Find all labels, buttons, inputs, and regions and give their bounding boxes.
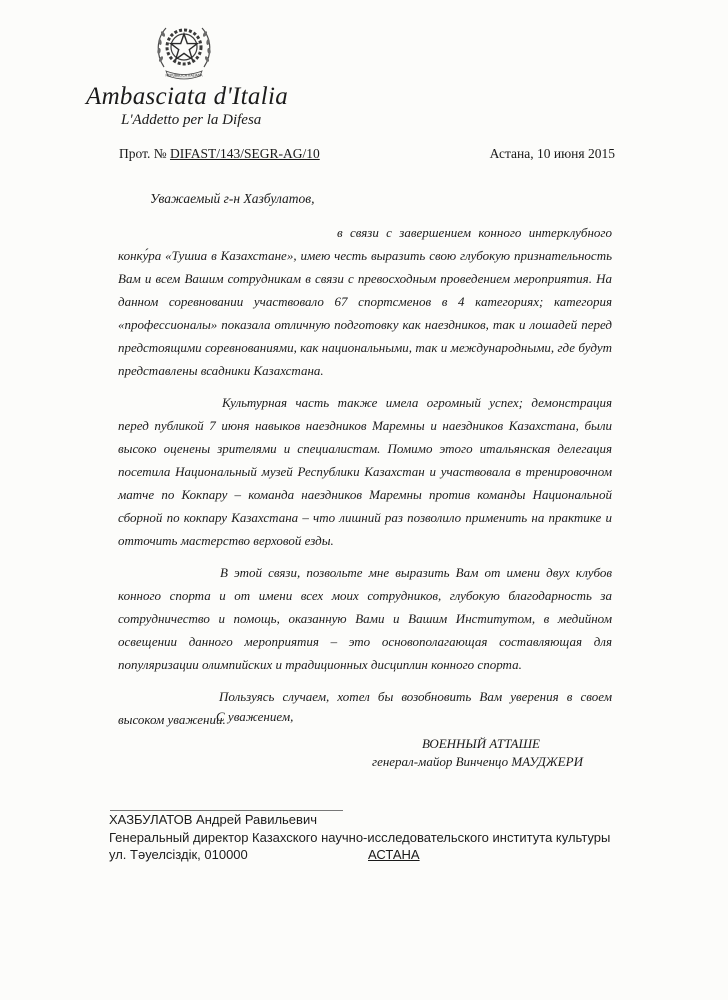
divider <box>110 810 343 811</box>
addressee-position: Генеральный директор Казахского научно-исследовательского института культуры <box>109 830 611 845</box>
signature-title: ВОЕННЫЙ АТТАШЕ <box>422 736 540 751</box>
embassy-title: Ambasciata d'Italia <box>86 83 289 110</box>
paragraph: в связи с завершением конного интерклубного конку́ра «Тушиа в Казахстане», имею честь выразить свою глубокую признательность Вам и всем Вашим сотрудникам в связи с превосходным проведением мероприятия. На данном соревновании участвовало 67 спортсменов в 4 категориях; категория «профессионалы» показала отличную подготовку как наездников, так и лошадей перед предстоящими соревнованиями, как национальными, так и международными, где будут представлены всадники Казахстана. <box>118 225 612 378</box>
reference-prefix: Прот. № <box>119 146 170 161</box>
reference-line <box>119 146 320 162</box>
paragraph: Культурная часть также имела огромный успех; демонстрация перед публикой 7 июня навыков наездников Маремны и наездников Казахстана, были высоко оценены зрителями и специалистам. Помимо этого итальянская делегация посетила Национальный музей Республики Казахстан и участвовала в тренировочном матче по Кокпару – команда наездников Маремны против команды Национальной сборной по кокпару Казахстана – что лишний раз позволило применить на практике и отточить мастерство верховой езды. <box>118 395 612 548</box>
paragraph: В этой связи, позвольте мне выразить Вам от имени двух клубов конного спорта и от имени всех моих сотрудников, глубокую благодарность за сотрудничество и помощь, оказанную Вами и Вашим Институтом, в медийном освещении данного мероприятия – это основополагающая составляющая для популяризации олимпийских и традиционных дисциплин конного спорта. <box>118 565 612 672</box>
paragraph: Пользуясь случаем, хотел бы возобновить Вам уверения в своем высоком уважении. <box>118 689 612 727</box>
closing: С уважением, <box>216 709 294 724</box>
salutation: Уважаемый г-н Хазбулатов, <box>150 191 315 206</box>
svg-text:REPUBBLICA ITALIANA: REPUBBLICA ITALIANA <box>165 73 203 78</box>
addressee-street: ул. Тәуелсіздік, 010000 <box>109 847 248 862</box>
attache-office: L'Addetto per la Difesa <box>121 112 262 128</box>
signature-name: генерал-майор Винченцо МАУДЖЕРИ <box>372 754 583 769</box>
letter-body <box>118 221 612 740</box>
letter-date: Астана, 10 июня 2015 <box>489 146 615 161</box>
italian-emblem-icon <box>150 15 218 83</box>
reference-number: DIFAST/143/SEGR-AG/10 <box>169 146 320 161</box>
addressee-name: ХАЗБУЛАТОВ Андрей Равильевич <box>109 812 317 827</box>
addressee-city: АСТАНА <box>368 847 420 862</box>
